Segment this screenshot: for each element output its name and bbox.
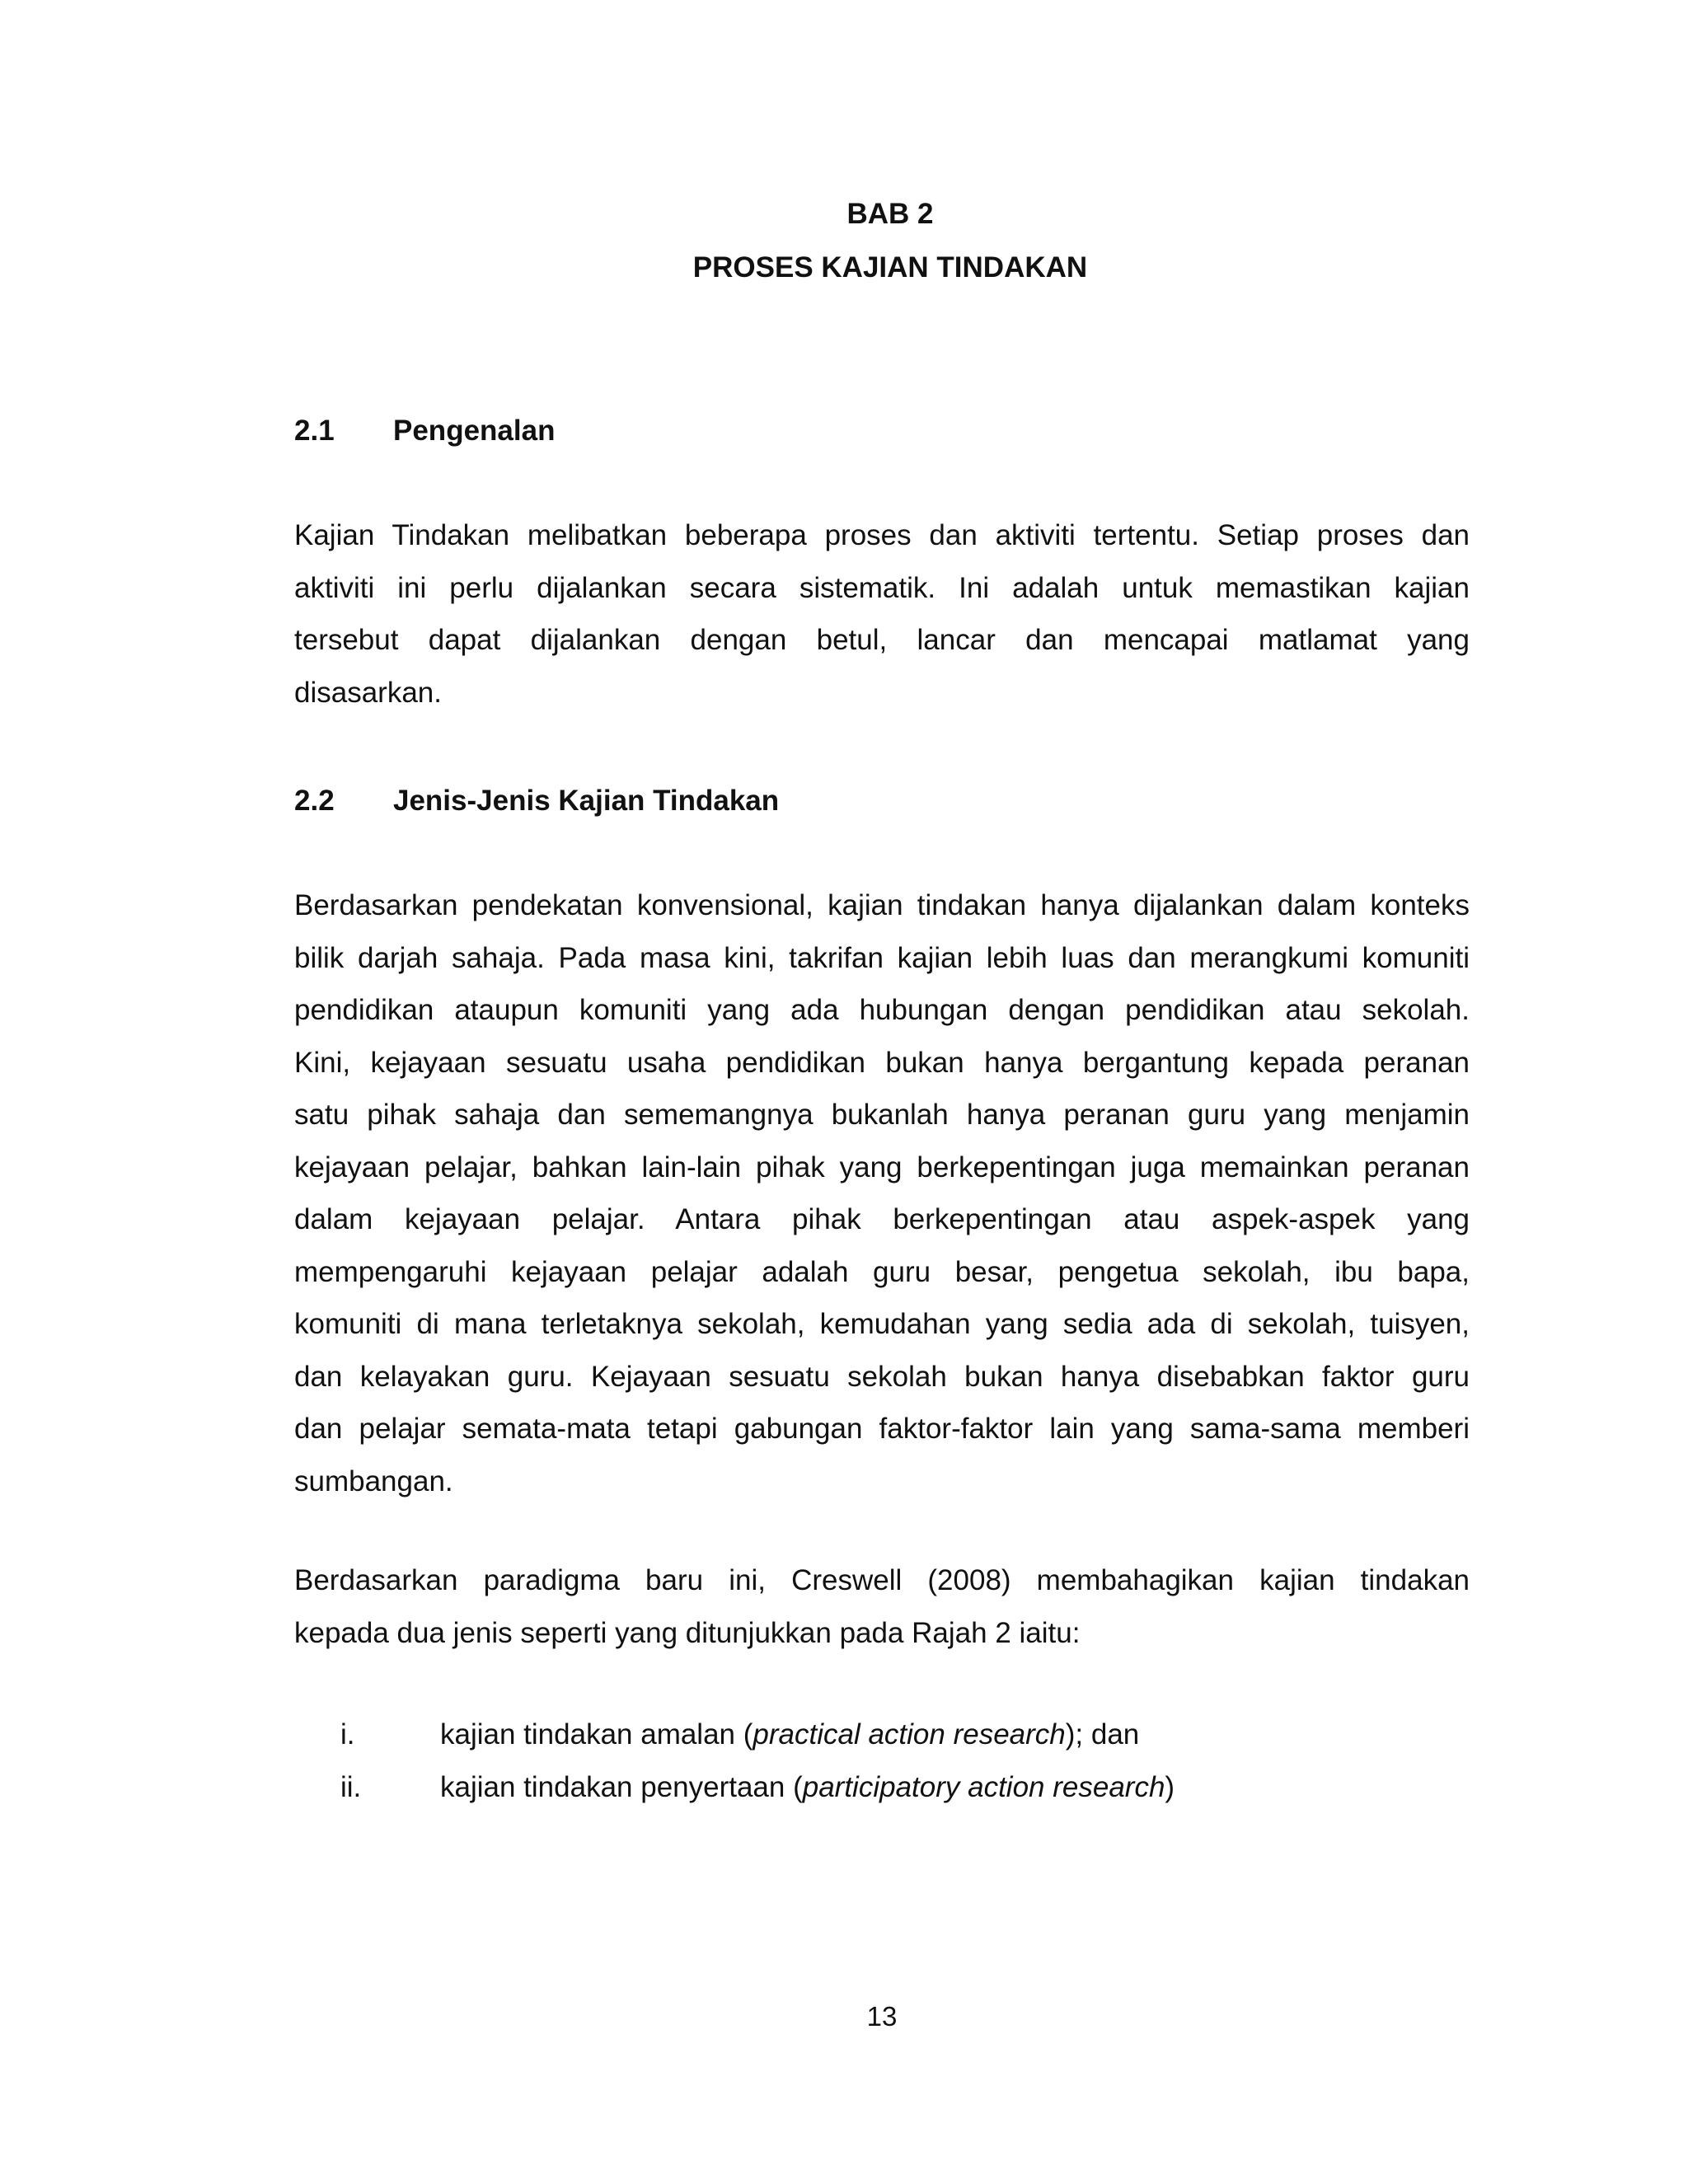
paragraph-line: Berdasarkan paradigma baru ini, Creswell (2008) membahagikan kajian tindakan — [294, 1564, 1470, 1596]
list-text-italic: practical action research — [753, 1718, 1066, 1750]
paragraph-line: mempengaruhi kejayaan pelajar adalah guru besar, pengetua sekolah, ibu bapa, — [294, 1255, 1470, 1288]
paragraph-line: dalam kejayaan pelajar. Antara pihak berkepentingan atau aspek-aspek yang — [294, 1203, 1470, 1235]
list-text: kajian tindakan penyertaan ( — [440, 1770, 803, 1803]
chapter-label: BAB 2 — [846, 198, 934, 230]
section-number: 2.2 — [294, 785, 335, 817]
list-marker: i. — [340, 1718, 355, 1750]
section-title: Jenis-Jenis Kajian Tindakan — [393, 785, 780, 817]
paragraph-line: aktiviti ini perlu dijalankan secara sistematik. Ini adalah untuk memastikan kajian — [294, 571, 1470, 604]
paragraph-line: Kini, kejayaan sesuatu usaha pendidikan bukan hanya bergantung kepada peranan — [294, 1046, 1470, 1079]
paragraph-line: satu pihak sahaja dan sememangnya bukanlah hanya peranan guru yang menjamin — [294, 1099, 1470, 1131]
paragraph-line: kepada dua jenis seperti yang ditunjukkan pada Rajah 2 iaitu: — [294, 1616, 1081, 1649]
list-text-italic: participatory action research — [802, 1770, 1165, 1803]
list-text: ) — [1165, 1770, 1175, 1803]
paragraph-line: Kajian Tindakan melibatkan beberapa proses dan aktiviti tertentu. Setiap proses dan — [294, 519, 1470, 551]
paragraph-line: sumbangan. — [294, 1465, 453, 1497]
section-number: 2.1 — [294, 415, 335, 447]
paragraph-line: kejayaan pelajar, bahkan lain-lain pihak yang berkepentingan juga memainkan peranan — [294, 1151, 1470, 1183]
paragraph-line: bilik darjah sahaja. Pada masa kini, takrifan kajian lebih luas dan merangkumi komuniti — [294, 941, 1470, 974]
paragraph-line: disasarkan. — [294, 676, 442, 709]
paragraph-intro — [294, 509, 1470, 719]
paragraph-line: tersebut dapat dijalankan dengan betul, lancar dan mencapai matlamat yang — [294, 624, 1470, 656]
paragraph-line: dan kelayakan guru. Kejayaan sesuatu sekolah bukan hanya disebabkan faktor guru — [294, 1360, 1470, 1393]
paragraph-line: dan pelajar semata-mata tetapi gabungan faktor-faktor lain yang sama-sama memberi — [294, 1413, 1470, 1445]
paragraph-line: pendidikan ataupun komuniti yang ada hubungan dengan pendidikan atau sekolah. — [294, 994, 1470, 1026]
research-types-list — [294, 1708, 1470, 1813]
list-item — [294, 1761, 1470, 1814]
list-text: ); dan — [1065, 1718, 1140, 1750]
section-heading-2-1 — [294, 415, 555, 448]
list-text: kajian tindakan amalan ( — [440, 1718, 753, 1750]
paragraph-line: Berdasarkan pendekatan konvensional, kajian tindakan hanya dijalankan dalam konteks — [294, 889, 1470, 921]
page-number: 13 — [866, 2001, 898, 2032]
paragraph-creswell — [294, 1554, 1470, 1659]
section-heading-2-2 — [294, 785, 779, 818]
list-item — [294, 1708, 1470, 1761]
chapter-title: PROSES KAJIAN TINDAKAN — [692, 251, 1088, 284]
paragraph-line: komuniti di mana terletaknya sekolah, kemudahan yang sedia ada di sekolah, tuisyen, — [294, 1308, 1470, 1340]
list-marker: ii. — [340, 1770, 362, 1803]
section-title: Pengenalan — [393, 415, 556, 447]
paragraph-types — [294, 879, 1470, 1507]
